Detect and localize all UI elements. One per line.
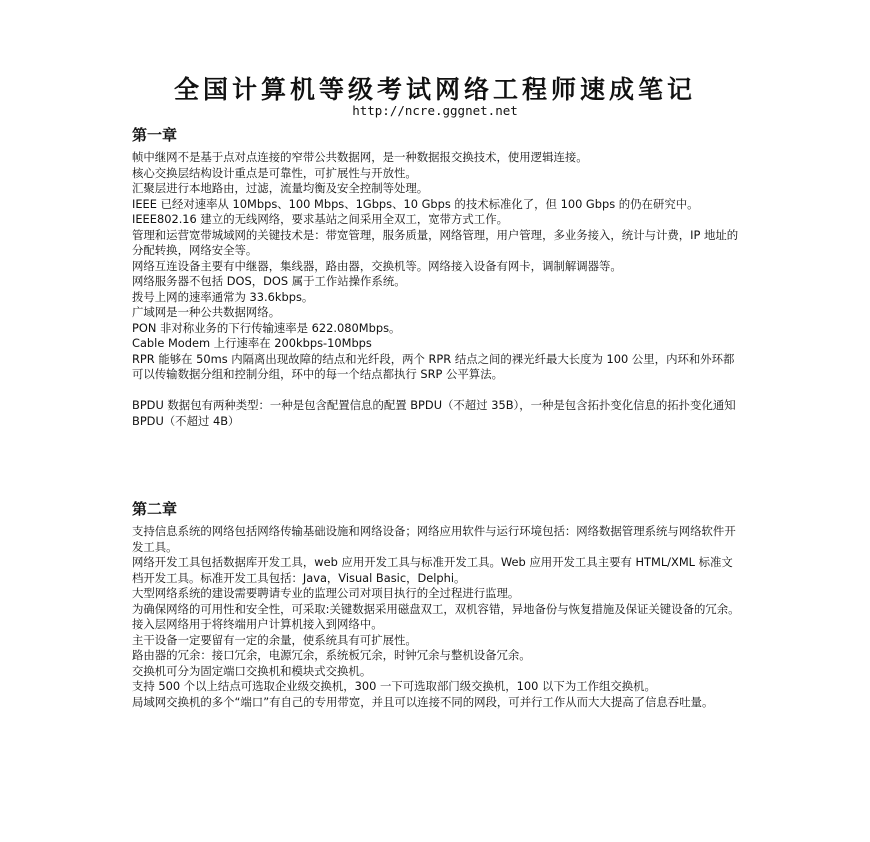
paragraph: 核心交换层结构设计重点是可靠性，可扩展性与开放性。 (132, 165, 417, 180)
paragraph: Cable Modem 上行速率在 200kbps-10Mbps (132, 336, 372, 350)
paragraph: IEEE802.16 建立的无线网络，要求基站之间采用全双工，宽带方式工作。 (132, 212, 508, 226)
paragraph: 网络开发工具包括数据库开发工具，web 应用开发工具与标准开发工具。Web 应用开发工具主要有 HTML/XML 标准文档开发工具。标准开发工具包括：Java，Visual Basic，Delphi。 (132, 555, 733, 585)
document-title: 全国计算机等级考试网络工程师速成笔记 (173, 75, 696, 104)
paragraph: 网络服务器不包括 DOS，DOS 属于工作站操作系统。 (132, 274, 406, 288)
paragraph: 大型网络系统的建设需要聘请专业的监理公司对项目执行的全过程进行监理。 (132, 586, 520, 600)
chapter-1-heading: 第一章 (132, 126, 178, 144)
paragraph: RPR 能够在 50ms 内隔离出现故障的结点和光纤段，两个 RPR 结点之间的裸光纤最大长度为 100 公里，内环和外环都可以传输数据分组和控制分组，环中的每一个结点都执行 SRP 公平算法。 (132, 351, 735, 381)
paragraph: 网络互连设备主要有中继器，集线器，路由器，交换机等。网络接入设备有网卡，调制解调器等。 (132, 258, 622, 273)
paragraph: 为确保网络的可用性和安全性，可采取:关键数据采用磁盘双工，双机容错，异地备份与恢复措施及保证关键设备的冗余。 (132, 601, 740, 616)
paragraph: 帧中继网不是基于点对点连接的窄带公共数据网，是一种数据报交换技术，使用逻辑连接。 (132, 150, 588, 164)
paragraph: 支持 500 个以上结点可选取企业级交换机，300 一下可选取部门级交换机，100 以下为工作组交换机。 (132, 679, 656, 693)
paragraph: 主干设备一定要留有一定的余量，使系统具有可扩展性。 (132, 632, 417, 647)
paragraph: 管理和运营宽带城域网的关键技术是：带宽管理，服务质量，网络管理，用户管理，多业务接入，统计与计费，IP 地址的分配转换，网络安全等。 (132, 227, 739, 257)
chapter-1-body (132, 150, 744, 429)
paragraph: 拨号上网的速率通常为 33.6kbps。 (132, 289, 314, 304)
paragraph-gap (132, 383, 744, 399)
paragraph: PON 非对称业务的下行传输速率是 622.080Mbps。 (132, 320, 401, 335)
chapter-2-body (132, 524, 744, 710)
paragraph: 路由器的冗余：接口冗余，电源冗余，系统板冗余，时钟冗余与整机设备冗余。 (132, 648, 531, 662)
paragraph: 局域网交换机的多个“端口”有自己的专用带宽，并且可以连接不同的网段，可并行工作从而大大提高了信息吞吐量。 (132, 694, 714, 709)
paragraph: BPDU 数据包有两种类型：一种是包含配置信息的配置 BPDU（不超过 35B），一种是包含拓扑变化信息的拓扑变化通知 BPDU（不超过 4B） (132, 398, 736, 428)
paragraph: IEEE 已经对速率从 10Mbps、100 Mbps、1Gbps、10 Gbps 的技术标准化了，但 100 Gbps 的仍在研究中。 (132, 196, 699, 211)
paragraph: 汇聚层进行本地路由，过滤，流量均衡及安全控制等处理。 (132, 181, 429, 195)
paragraph: 广域网是一种公共数据网络。 (132, 305, 281, 319)
paragraph: 支持信息系统的网络包括网络传输基础设施和网络设备；网络应用软件与运行环境包括：网络数据管理系统与网络软件开发工具。 (132, 524, 736, 554)
chapter-2-heading: 第二章 (132, 500, 178, 518)
paragraph: 交换机可分为固定端口交换机和模块式交换机。 (132, 663, 372, 678)
paragraph: 接入层网络用于将终端用户计算机接入到网络中。 (132, 617, 383, 631)
document-url: http://ncre.gggnet.net (352, 103, 518, 118)
